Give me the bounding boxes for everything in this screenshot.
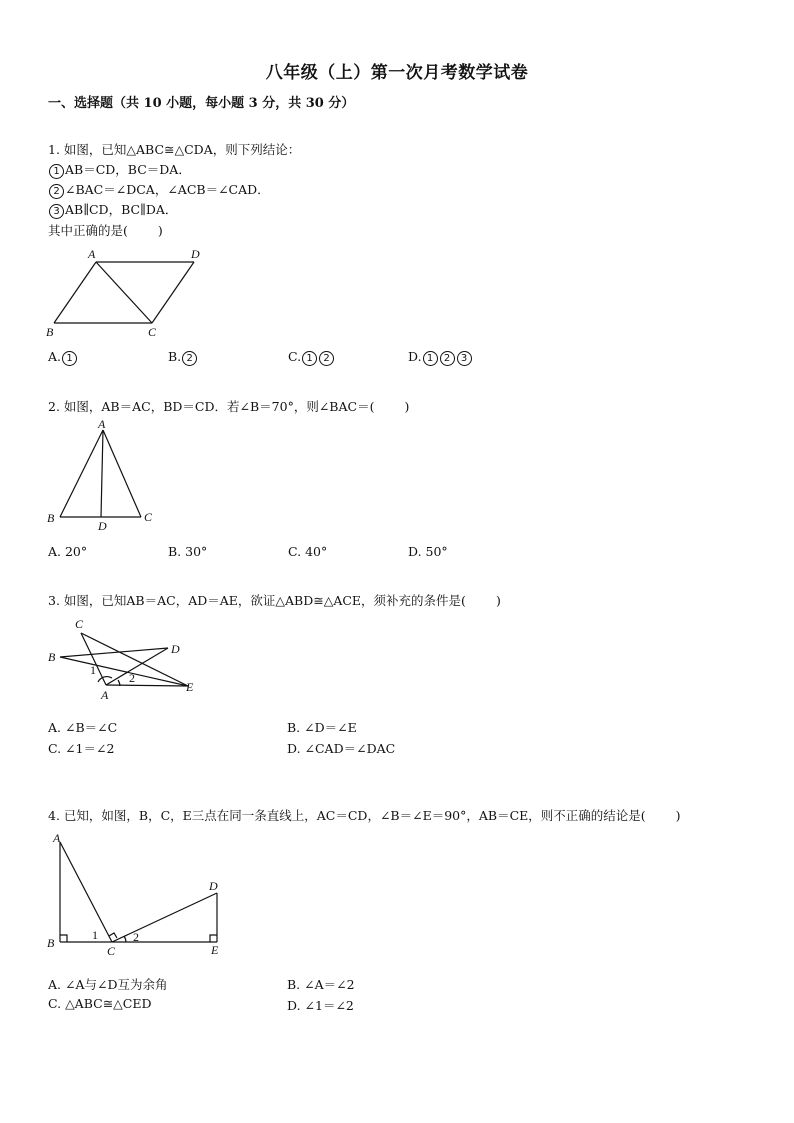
circled-number: 2 [440, 351, 455, 366]
point-label-b: B [47, 936, 55, 950]
point-label-e: E [211, 943, 219, 957]
q1-ask-close: ) [157, 223, 163, 238]
point-label-c: C [144, 510, 153, 524]
segment-cd [112, 893, 217, 942]
q1-figure [40, 244, 220, 344]
q2-stem-text: 2. 如图，AB＝AC，BD＝CD．若∠B＝70°，则∠BAC＝( [48, 399, 375, 414]
q4-option-a[interactable]: A. ∠A与∠D互为余角 [48, 977, 168, 992]
option-letter: D. [408, 349, 422, 364]
q1-statement-1 [48, 160, 191, 179]
segment-ae [106, 685, 188, 686]
q3-stem [48, 591, 501, 609]
q3-stem-close: ) [495, 593, 501, 608]
q1-option-d[interactable] [408, 349, 473, 366]
q3-option-d[interactable]: D. ∠CAD＝∠DAC [287, 741, 396, 756]
segment-be [60, 657, 188, 686]
point-label-d: D [209, 879, 218, 893]
q3-option-c[interactable]: C. ∠1＝∠2 [48, 741, 115, 756]
point-label-a: A [88, 247, 96, 261]
section-heading: 一、选择题（共 10 小题，每小题 3 分，共 30 分） [48, 96, 355, 111]
point-label-e: E [186, 680, 194, 694]
segment-ab [54, 262, 96, 323]
circled-number: 3 [457, 351, 472, 366]
angle-arc-2 [124, 936, 126, 942]
point-label-a: A [98, 417, 106, 431]
angle-arc-1 [98, 677, 112, 682]
q2-option-d[interactable]: D. 50° [408, 544, 448, 559]
point-label-b: B [46, 325, 54, 339]
point-label-c: C [107, 944, 116, 958]
q2-option-c[interactable]: C. 40° [288, 544, 328, 559]
angle-label-2: 2 [129, 671, 135, 685]
q3-option-a[interactable]: A. ∠B＝∠C [48, 720, 118, 735]
q1-statement-3 [48, 200, 177, 219]
point-label-a: A [53, 831, 61, 845]
point-label-b: B [48, 650, 56, 664]
segment-ad [101, 430, 103, 517]
option-letter: B. [168, 349, 182, 364]
q2-stem [48, 397, 409, 415]
point-label-c: C [148, 325, 157, 339]
right-angle-mark-b [60, 935, 67, 942]
q1-ask [48, 221, 163, 239]
point-label-a: A [101, 688, 109, 702]
point-label-c: C [75, 617, 84, 631]
angle-label-1: 1 [92, 928, 98, 942]
circled-number: 2 [319, 351, 334, 366]
page-title: 八年级（上）第一次月考数学试卷 [265, 63, 529, 83]
q1-statement-3-text: AB∥CD，BC∥DA． [65, 202, 178, 217]
angle-label-2: 2 [133, 930, 139, 944]
segment-ac [96, 262, 152, 323]
q1-option-b[interactable] [168, 349, 198, 366]
option-letter: A. [48, 349, 62, 364]
q2-stem-close: ) [404, 399, 410, 414]
angle-label-1: 1 [90, 663, 96, 677]
q1-statement-1-text: AB＝CD，BC＝DA． [65, 162, 191, 177]
circled-number: 2 [182, 351, 197, 366]
q1-option-c[interactable] [288, 349, 335, 366]
point-label-d: D [98, 519, 107, 533]
segment-ac [103, 430, 141, 517]
q4-option-c[interactable]: C. △ABC≅△CED [48, 996, 152, 1011]
point-label-b: B [47, 511, 55, 525]
q1-option-a[interactable] [48, 349, 78, 366]
circled-number: 1 [302, 351, 317, 366]
point-label-d: D [171, 642, 180, 656]
q4-stem [48, 806, 681, 824]
circled-number: 2 [49, 184, 64, 199]
q3-option-b[interactable]: B. ∠D＝∠E [287, 720, 357, 735]
point-label-d: D [191, 247, 200, 261]
right-angle-mark-e [210, 935, 217, 942]
q1-statement-2-text: ∠BAC＝∠DCA，∠ACB＝∠CAD． [65, 182, 270, 197]
q1-stem: 1. 如图，已知△ABC≅△CDA，则下列结论： [48, 142, 301, 157]
q4-figure [40, 830, 240, 960]
q3-stem-text: 3. 如图，已知AB＝AC，AD＝AE，欲证△ABD≅△ACE，须补充的条件是( [48, 593, 466, 608]
q4-option-d[interactable]: D. ∠1＝∠2 [287, 998, 354, 1013]
q4-stem-close: ) [675, 808, 681, 823]
q3-figure [40, 610, 210, 705]
segment-ac [60, 842, 112, 942]
q1-statement-2 [48, 180, 270, 199]
circled-number: 1 [62, 351, 77, 366]
q4-stem-text: 4. 已知，如图，B，C，E三点在同一条直线上，AC＝CD，∠B＝∠E＝90°，AB＝CE，则不正确的结论是( [48, 808, 646, 823]
q2-option-a[interactable]: A. 20° [48, 544, 88, 559]
circled-number: 3 [49, 204, 64, 219]
circled-number: 1 [423, 351, 438, 366]
q2-figure [40, 414, 170, 539]
q2-option-b[interactable]: B. 30° [168, 544, 208, 559]
segment-cd [152, 262, 194, 323]
circled-number: 1 [49, 164, 64, 179]
option-letter: C. [288, 349, 302, 364]
q4-option-b[interactable]: B. ∠A＝∠2 [287, 977, 355, 992]
segment-ab [60, 430, 103, 517]
q1-ask-text: 其中正确的是( [48, 223, 128, 238]
